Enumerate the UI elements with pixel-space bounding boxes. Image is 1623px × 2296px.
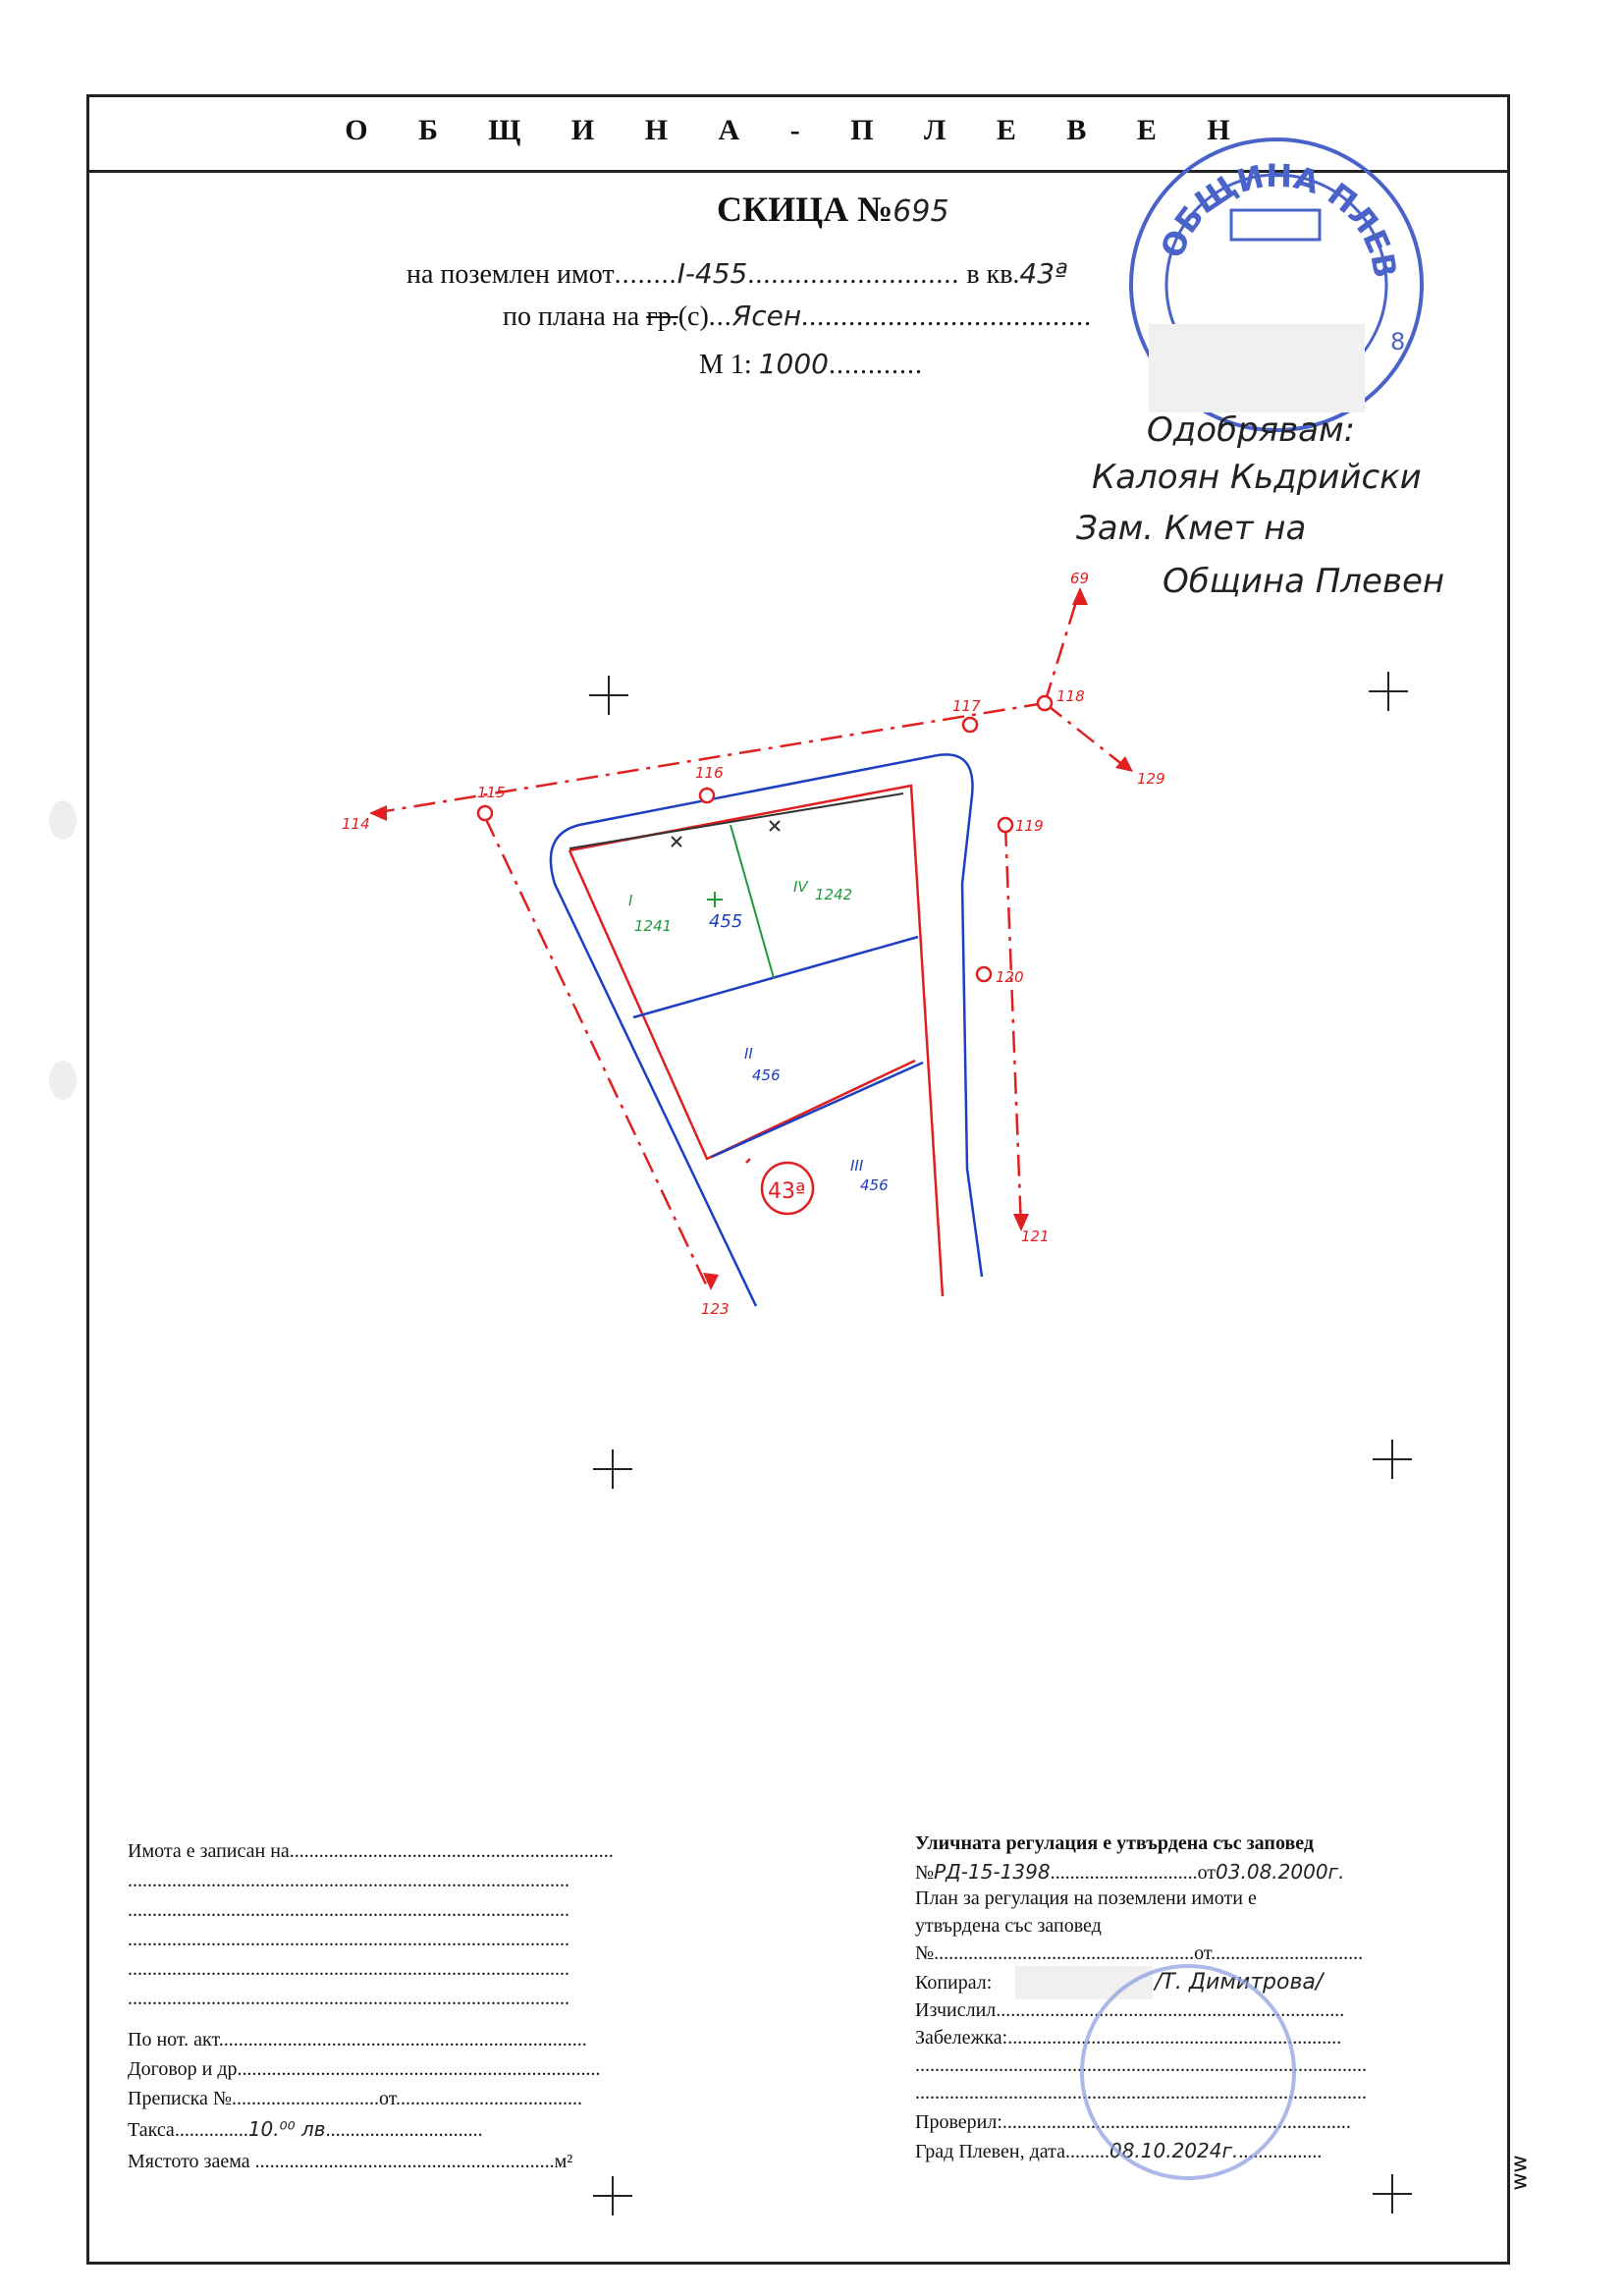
point-label-115: 115: [477, 784, 506, 801]
recorded-label: Имота е записан на: [128, 1840, 290, 1862]
regulation-line-east: [569, 786, 943, 1296]
transcript-from-label: от: [378, 2088, 396, 2109]
approval-line-1: Одобрявам:: [1147, 410, 1356, 450]
regulation-tick: [746, 1159, 750, 1163]
point-label-121: 121: [1021, 1228, 1050, 1245]
dotted-line: ..........................................................................................: [128, 1899, 569, 1921]
note-label: Забележка:: [915, 2027, 1008, 2049]
plan-value: Ясен: [731, 300, 802, 332]
recorded-line: Имота е записан на..................................................................: [128, 1840, 614, 1862]
area-unit: м²: [554, 2151, 573, 2172]
street-axis-69: [1045, 589, 1080, 703]
point-label-69: 69: [1070, 570, 1090, 587]
bottom-stamp: [1080, 1964, 1296, 2180]
calc-label: Изчислил: [915, 1999, 997, 2021]
copied-line: [915, 1972, 992, 1995]
lot-divider-green: [730, 825, 774, 978]
fee-label: Такса: [128, 2119, 175, 2141]
order-prefix: №: [915, 1862, 935, 1884]
plan-village: (с): [677, 301, 709, 332]
plan-struck-city: гр.: [646, 301, 678, 332]
approval-line-4: Община Плевен: [1163, 562, 1445, 601]
contract-label: Договор и др.: [128, 2058, 243, 2080]
lot-id-1241: 1241: [634, 917, 673, 935]
regulation-line-west: [569, 850, 915, 1159]
copied-value: /Т. Димитрова/: [1155, 1970, 1324, 1995]
street-axis-west: [485, 817, 707, 1286]
dots: ............: [828, 350, 923, 380]
main-plot-number: 455: [709, 911, 743, 932]
plot-divider-1: [633, 937, 918, 1017]
contract-line: Договор и др..........................................................................: [128, 2058, 601, 2080]
order-number: РД-15-1398: [934, 1860, 1051, 1884]
note-line: Забележка:....................................................................: [915, 2027, 1342, 2049]
lot-roman-iv: IV: [793, 878, 808, 896]
sketch-title-prefix: СКИЦА №: [717, 190, 893, 229]
plan-line-1: План за регулация на поземлени имоти е: [915, 1887, 1257, 1909]
dotted-line: ..........................................................................................: [128, 1929, 569, 1950]
transcript-label: Преписка №: [128, 2088, 232, 2109]
point-label-114: 114: [342, 815, 370, 833]
point-label-123: 123: [701, 1300, 730, 1318]
municipality-header: О Б Щ И Н А - П Л Е В Е Н: [345, 114, 1252, 146]
block-label-map: 43ª: [768, 1179, 806, 1204]
notary-label: По нот. акт: [128, 2029, 219, 2050]
sketch-number: 695: [893, 194, 949, 229]
dotted-line: ..........................................................................................: [128, 1988, 569, 2009]
area-line: Мястото заема .............................................................м²: [128, 2151, 573, 2172]
lot-roman-ii: II: [744, 1045, 753, 1063]
point-label-119: 119: [1015, 817, 1044, 835]
checked-label: Проверил:: [915, 2111, 1002, 2133]
point-label-117: 117: [952, 697, 981, 715]
copied-label: Копирал:: [915, 1972, 993, 1994]
lot-id-1242: 1242: [815, 886, 853, 903]
lot-roman-iii: III: [850, 1157, 864, 1175]
transcript-line: Преписка №..............................от......................................: [128, 2088, 582, 2109]
street-axis-129: [1045, 703, 1129, 770]
lot-id-456-iii: 456: [860, 1176, 889, 1194]
scale-label: М 1:: [699, 350, 752, 380]
dots: ...........................: [747, 259, 960, 290]
plan-no-label: №: [915, 1942, 935, 1964]
scale-value: 1000: [758, 348, 829, 380]
city-label: Град Плевен, дата: [915, 2141, 1065, 2162]
property-value: I-455: [676, 257, 748, 290]
fee-line: Такса...............10.⁰⁰ лв................................: [128, 2117, 483, 2141]
approval-line-3: Зам. Кмет на: [1076, 509, 1307, 548]
dotted-line: ............................................................................................: [915, 2082, 1367, 2104]
plan-label: по плана на: [503, 301, 640, 332]
city-date-line: Град Плевен, дата.........08.10.2024г..................: [915, 2139, 1323, 2162]
dots: .....................................: [801, 301, 1093, 332]
block-label: в кв.: [966, 259, 1020, 290]
plan-from-label: от: [1194, 1942, 1212, 1964]
dotted-line: ..........................................................................................: [128, 1958, 569, 1980]
dotted-line: ............................................................................................: [915, 2054, 1367, 2076]
area-label: Мястото заема: [128, 2151, 250, 2172]
point-label-116: 116: [695, 764, 724, 782]
order-date: 03.08.2000г.: [1216, 1860, 1345, 1884]
plot-divider-2: [712, 1063, 923, 1157]
street-axis-east: [1005, 825, 1021, 1228]
approval-line-2: Калоян Кьдрийски: [1092, 458, 1422, 497]
stamp-number: 8: [1390, 328, 1406, 355]
point-label-118: 118: [1056, 687, 1085, 705]
corner-mark: ww: [1507, 2155, 1533, 2191]
notary-line: По нот. акт...........................................................................: [128, 2029, 587, 2050]
plot-boundary-outer: [551, 754, 982, 1306]
order-from-label: от: [1197, 1862, 1217, 1884]
fence-line: [569, 793, 903, 848]
dots: ........: [614, 259, 677, 290]
point-label-129: 129: [1137, 770, 1165, 788]
fee-value: 10.⁰⁰ лв: [247, 2117, 326, 2141]
lot-id-456: 456: [752, 1066, 781, 1084]
point-label-120: 120: [996, 968, 1024, 986]
regulation-heading: Уличната регулация е утвърдена със заповед: [915, 1832, 1314, 1854]
city-date: 08.10.2024г.: [1109, 2139, 1239, 2162]
dotted-line: ..........................................................................................: [128, 1870, 569, 1891]
dots: ...: [708, 301, 732, 332]
block-value: 43ª: [1019, 257, 1068, 290]
lot-roman-i: I: [628, 892, 633, 909]
plan-line-2: утвърдена със заповед: [915, 1915, 1102, 1937]
stamp-text: ОБЩИНА ПЛЕВ: [1153, 156, 1405, 281]
calc-line: Изчислил.......................................................................: [915, 1999, 1345, 2021]
plan-order-line: №.....................................................от...............................: [915, 1942, 1364, 1964]
order-line: №РД-15-1398..............................от03.08.2000г.: [915, 1860, 1345, 1884]
checked-line: Проверил:.......................................................................: [915, 2111, 1351, 2133]
property-label: на поземлен имот: [406, 259, 615, 290]
